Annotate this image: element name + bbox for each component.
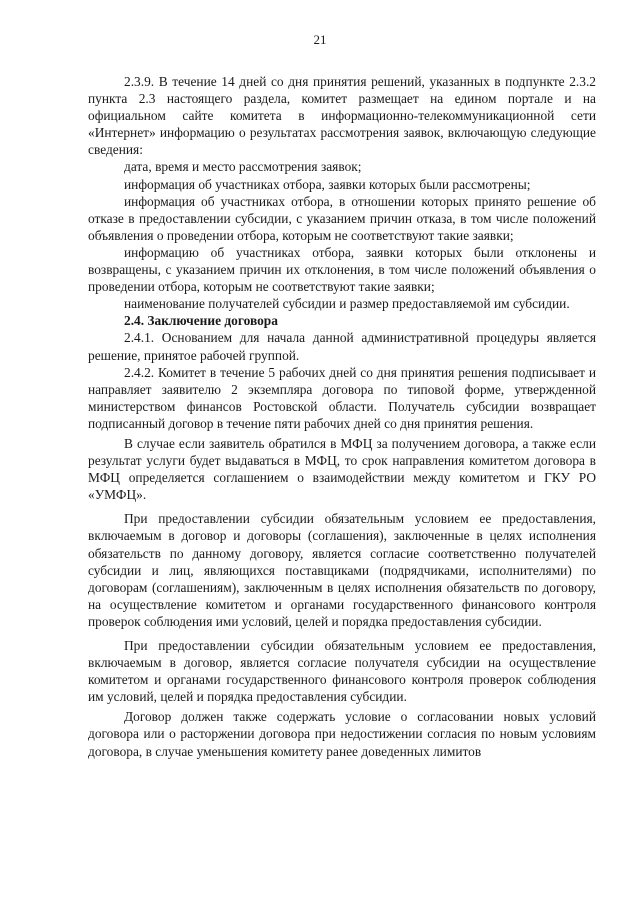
list-item-review-date: дата, время и место рассмотрения заявок;: [124, 159, 362, 175]
page-number: 21: [313, 32, 327, 47]
list-item-reviewed-participants: информация об участниках отбора, заявки которых были рассмотрены;: [124, 176, 531, 192]
section-heading-2-4: 2.4. Заключение договора: [124, 313, 278, 329]
list-item-recipients: наименование получателей субсидии и размер предоставляемой им субсидии.: [124, 296, 570, 312]
paragraph-2-3-9: 2.3.9. В течение 14 дней со дня принятия решений, указанных в подпункте 2.3.2 пункта 2.3 настоящего раздела, комитет размещает на едином портале и на официальном сайте комитета в информационно-телекоммуникационной сети «Интернет» информацию о результатах рассмотрения заявок, включающую следующие сведения:: [88, 74, 596, 158]
paragraph-consent-contracts: При предоставлении субсидии обязательным условием ее предоставления, включаемым в договор и договоры (соглашения), заключенные в целях исполнения обязательств по данному договору, является согласие соответственно получателей субсидии и лиц, являющихся поставщиками (подрядчиками, исполнителями) по договорам (соглашениям), заключенным в целях исполнения обязательств по договору, на осуществление комитетом и органами государственного финансового контроля проверок соблюдения ими условий, целей и порядка предоставления субсидии.: [88, 511, 596, 629]
paragraph-new-conditions: Договор должен также содержать условие о согласовании новых условий договора или о расторжении договора при недостижении согласия по новым условиям договора, в случае уменьшения комитету ранее доведенных лимитов: [88, 709, 596, 759]
paragraph-mfc: В случае если заявитель обратился в МФЦ за получением договора, а также если результат услуги будет выдаваться в МФЦ, то срок направления комитетом договора в МФЦ определяется соглашением о взаимодействии между комитетом и ГКУ РО «УМФЦ».: [88, 435, 596, 503]
paragraph-2-4-2: 2.4.2. Комитет в течение 5 рабочих дней со дня принятия решения подписывает и направляет заявителю 2 экземпляра договора по типовой форме, утвержденной министерством финансов Ростовской области. Получатель субсидии возвращает подписанный договор в течение пяти рабочих дней со дня принятия решения.: [88, 364, 596, 431]
paragraph-2-4-1: 2.4.1. Основанием для начала данной административной процедуры является решение, принятое рабочей группой.: [88, 330, 596, 363]
list-item-rejected-participants: информацию об участниках отбора, заявки которых были отклонены и возвращены, с указанием причин их отклонения, в том числе положений объявления о проведении отбора, которым не соответствуют такие заявки;: [88, 244, 596, 295]
document-body: [88, 73, 596, 760]
paragraph-consent-recipient: При предоставлении субсидии обязательным условием ее предоставления, включаемым в договор, является согласие получателя субсидии на осуществление комитетом и органами государственного финансового контроля проверок соблюдения им условий, целей и порядка предоставления субсидии.: [88, 638, 596, 705]
list-item-refused-participants: информация об участниках отбора, в отношении которых принято решение об отказе в предоставлении субсидии, с указанием причин отказа, в том числе положений объявления о проведении отбора, которым не соответствуют такие заявки;: [88, 193, 596, 243]
